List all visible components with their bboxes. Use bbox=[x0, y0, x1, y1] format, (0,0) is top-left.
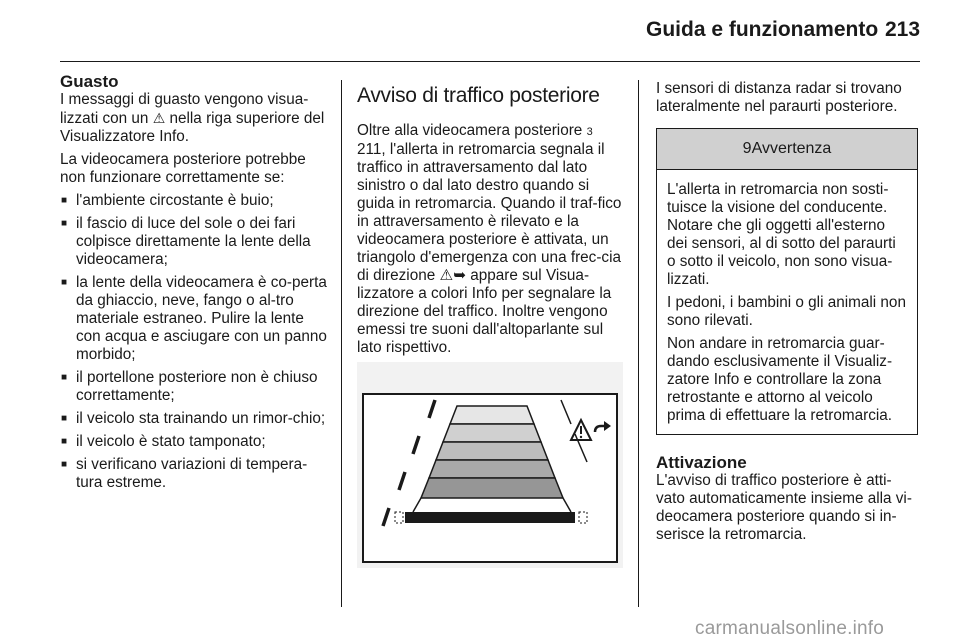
camera-conditions-intro: La videocamera posteriore potrebbe non funzionare correttamente se: bbox=[60, 151, 306, 186]
list-item: ■ il fascio di luce del sole o dei fari colpisce direttamente la lente della videocamera; bbox=[60, 215, 330, 269]
radar-sensors-text: I sensori di distanza radar si trovano lateralmente nel paraurti posteriore. bbox=[656, 80, 902, 115]
malfunction-paragraph bbox=[60, 91, 330, 146]
rear-traffic-heading: Avviso di traffico posteriore bbox=[357, 84, 600, 107]
list-item: ■ il veicolo è stato tamponato; bbox=[60, 433, 330, 451]
traffic-alert-icon: ⚠➥ bbox=[439, 267, 467, 284]
camera-view-svg bbox=[357, 362, 623, 568]
rear-traffic-text-start: Oltre alla videocamera posteriore bbox=[357, 122, 583, 139]
guide-zone-far bbox=[450, 406, 534, 424]
list-item: ■ il veicolo sta trainando un rimor-chio; bbox=[60, 410, 330, 428]
list-item: ■ la lente della videocamera è co-perta da ghiaccio, neve, fango o al-tro materiale estraneo. Pulire la lente con acqua e asciugare con un panno morbido; bbox=[60, 274, 330, 364]
left-column bbox=[60, 72, 330, 497]
list-item: ■ si verificano variazioni di tempera-tura estreme. bbox=[60, 456, 330, 492]
warning-paragraph: Non andare in retromarcia guar-dando esclusivamente il Visualiz-zatore Info e controllare la zona retrostante e attorno al veicolo prima di effettuare la retromarcia. bbox=[667, 335, 893, 424]
column-divider-right bbox=[638, 80, 639, 607]
list-item: ■ il portellone posteriore non è chiuso correttamente; bbox=[60, 369, 330, 405]
section-title: Guida e funzionamento bbox=[646, 18, 879, 41]
right-column bbox=[656, 80, 918, 549]
warning-triangle-icon: ⚠ bbox=[152, 110, 166, 126]
activation-text: L'avviso di traffico posteriore è atti-vato automaticamente insieme alla vi-deocamera posteriore quando si in-serisce la retromarcia. bbox=[656, 472, 912, 543]
warning-title: Avvertenza bbox=[751, 140, 832, 157]
malfunction-heading: Guasto bbox=[60, 72, 119, 91]
page-reference-arrow-icon: 3 bbox=[586, 126, 593, 138]
page-header bbox=[0, 0, 960, 60]
warning-paragraph: L'allerta in retromarcia non sosti-tuisce la visione del conducente. Notare che gli oggetti all'esterno dei sensori, al di sotto del paraurti o sotto il veicolo, non sono visua-lizzati. bbox=[667, 181, 896, 288]
column-divider-left bbox=[341, 80, 342, 607]
page-number: 213 bbox=[885, 18, 921, 41]
guide-zone-near bbox=[421, 478, 563, 498]
header-rule bbox=[60, 61, 920, 62]
malfunction-text-end: nella riga superiore del Visualizzatore Info. bbox=[60, 110, 325, 145]
activation-heading: Attivazione bbox=[656, 453, 747, 472]
camera-conditions-list bbox=[60, 192, 330, 492]
list-item: ■ l'ambiente circostante è buio; bbox=[60, 192, 330, 210]
warning-symbol-icon: 9 bbox=[742, 140, 752, 157]
warning-paragraph: I pedoni, i bambini o gli animali non sono rilevati. bbox=[667, 294, 906, 329]
rear-traffic-text-end: appare sul Visua-lizzatore a colori Info per segnalare la direzione del traffico. Inoltre vengono emessi tre suoni dall'altoparlante sul lato rispettivo. bbox=[357, 267, 612, 356]
guide-zone-3 bbox=[436, 442, 548, 460]
bumper-warning-bar bbox=[405, 512, 575, 523]
rear-camera-display-illustration bbox=[357, 362, 623, 568]
rear-traffic-paragraph bbox=[357, 122, 625, 357]
middle-column bbox=[357, 80, 625, 362]
malfunction-text-start: I messaggi di guasto vengono visua-lizzati con un bbox=[60, 91, 309, 127]
warning-body bbox=[657, 170, 917, 434]
guide-zone-4 bbox=[443, 424, 541, 442]
rear-traffic-text-middle: 211, l'allerta in retromarcia segnala il traffico in attraversamento dal lato sinistro o dal lato destro quando si guida in retromarcia. Quando il traf-fico in attraversamento è rilevato e la videocamera posteriore è attivata, un triangolo d'emergenza con una frec-cia di direzione bbox=[357, 141, 622, 284]
guide-zone-2 bbox=[429, 460, 555, 478]
warning-box bbox=[656, 128, 918, 435]
warning-header bbox=[657, 129, 917, 170]
watermark-logo: carmanualsonline.info bbox=[695, 618, 885, 639]
